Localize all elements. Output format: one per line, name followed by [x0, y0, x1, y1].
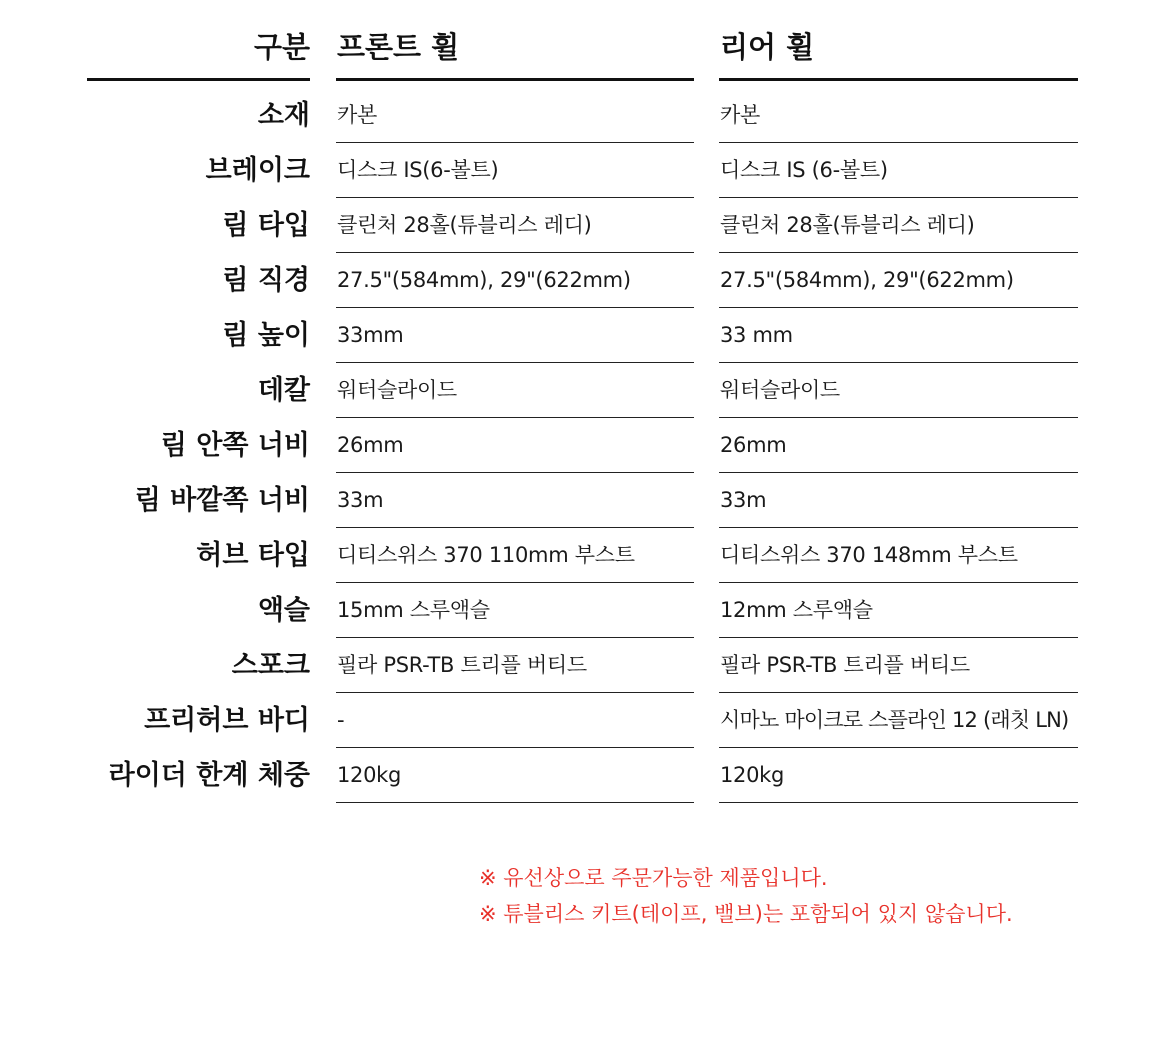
- table-row: [0, 528, 1175, 583]
- header-rear-wheel: 리어 휠: [719, 20, 1078, 81]
- table-row: [0, 143, 1175, 198]
- rear-value: 클린처 28홀(튜블리스 레디): [719, 198, 1078, 253]
- rear-value: 디스크 IS (6-볼트): [719, 143, 1078, 198]
- row-label: 림 안쪽 너비: [160, 430, 310, 461]
- row-label: 림 바깥쪽 너비: [134, 485, 310, 516]
- table-row: [0, 418, 1175, 473]
- header-front-wheel: 프론트 휠: [336, 20, 694, 81]
- rear-value: 12mm 스루액슬: [719, 583, 1078, 638]
- table-row: [0, 308, 1175, 363]
- row-label: 림 타입: [222, 210, 310, 241]
- front-value: 26mm: [336, 418, 694, 473]
- front-value: 27.5"(584mm), 29"(622mm): [336, 253, 694, 308]
- table-row: [0, 198, 1175, 253]
- rear-value: 26mm: [719, 418, 1078, 473]
- table-header: [0, 0, 1175, 64]
- front-value: -: [336, 693, 694, 748]
- row-label: 프리허브 바디: [144, 705, 310, 736]
- header-label: 구분: [253, 30, 310, 64]
- row-label: 림 직경: [222, 265, 310, 296]
- front-value: 33m: [336, 473, 694, 528]
- front-value: 클린처 28홀(튜블리스 레디): [336, 198, 694, 253]
- rear-value: 워터슬라이드: [719, 363, 1078, 418]
- front-value: 필라 PSR-TB 트리플 버티드: [336, 638, 694, 693]
- row-label: 스포크: [231, 650, 310, 681]
- front-value: 워터슬라이드: [336, 363, 694, 418]
- front-value: 33mm: [336, 308, 694, 363]
- row-label: 림 높이: [222, 320, 310, 351]
- front-value: 디스크 IS(6-볼트): [336, 143, 694, 198]
- rear-value: 카본: [719, 88, 1078, 143]
- row-label: 액슬: [257, 595, 310, 626]
- table-row: [0, 363, 1175, 418]
- row-label: 소재: [257, 100, 310, 131]
- rear-value: 120kg: [719, 748, 1078, 803]
- front-value: 120kg: [336, 748, 694, 803]
- row-label: 라이더 한계 체중: [108, 760, 310, 791]
- row-label: 허브 타입: [196, 540, 310, 571]
- table-row: [0, 88, 1175, 143]
- rear-value: 33 mm: [719, 308, 1078, 363]
- rear-value: 33m: [719, 473, 1078, 528]
- front-value: 카본: [336, 88, 694, 143]
- notes: [479, 860, 1013, 932]
- table-row: [0, 693, 1175, 748]
- front-value: 15mm 스루액슬: [336, 583, 694, 638]
- rear-value: 디티스위스 370 148mm 부스트: [719, 528, 1078, 583]
- table-row: [0, 583, 1175, 638]
- row-label: 브레이크: [205, 155, 310, 186]
- tubeless-kit-note: ※ 튜블리스 키트(테이프, 밸브)는 포함되어 있지 않습니다.: [479, 902, 1013, 926]
- table-row: [0, 638, 1175, 693]
- rear-value: 27.5"(584mm), 29"(622mm): [719, 253, 1078, 308]
- table-row: [0, 748, 1175, 803]
- row-label: 데칼: [257, 375, 310, 406]
- table-row: [0, 253, 1175, 308]
- order-note: ※ 유선상으로 주문가능한 제품입니다.: [479, 866, 828, 890]
- front-value: 디티스위스 370 110mm 부스트: [336, 528, 694, 583]
- table-row: [0, 473, 1175, 528]
- rear-value: 필라 PSR-TB 트리플 버티드: [719, 638, 1078, 693]
- header-divider: [87, 78, 310, 81]
- rear-value: 시마노 마이크로 스플라인 12 (래칫 LN): [719, 693, 1078, 748]
